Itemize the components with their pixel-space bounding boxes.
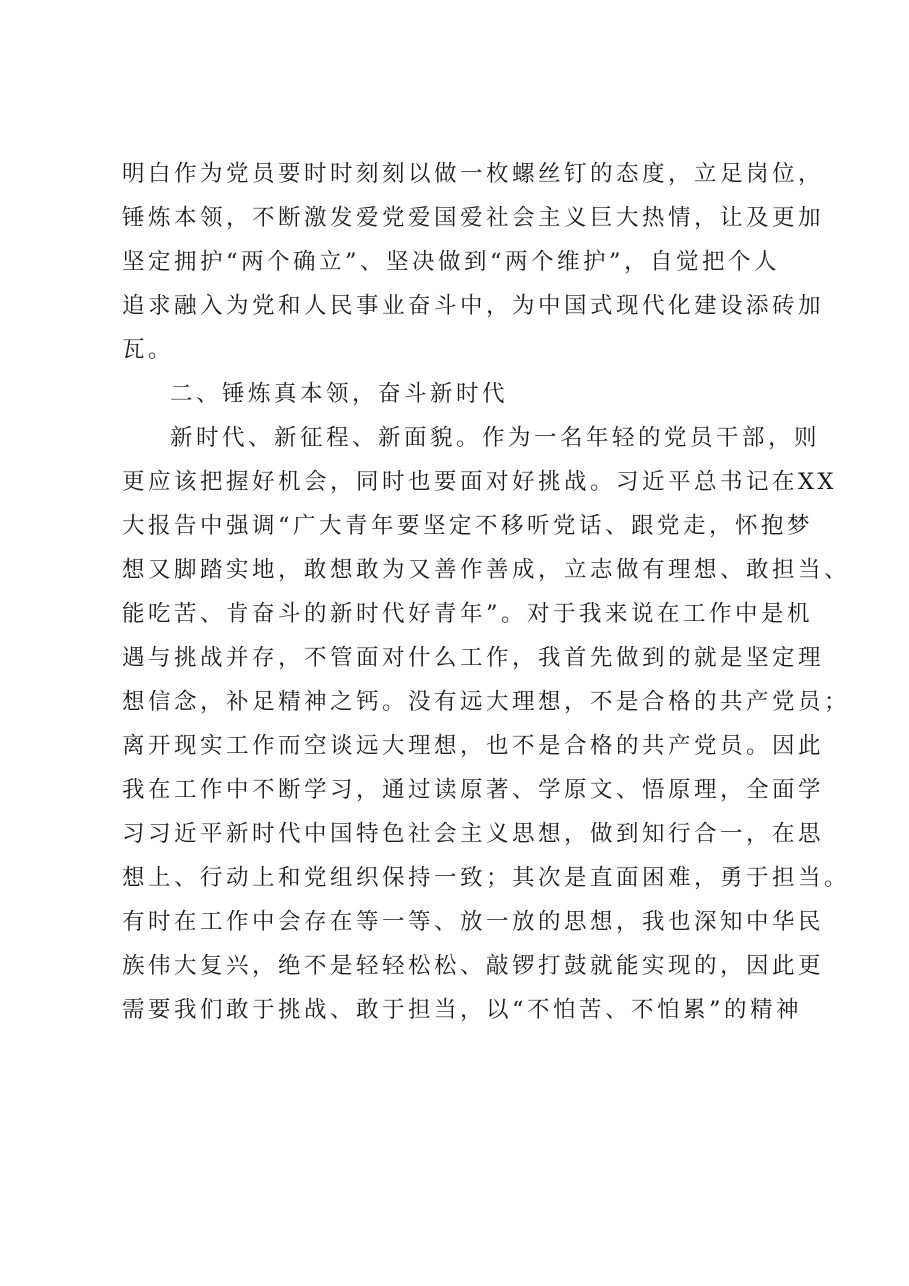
body-text-line: 坚定拥护“两个确立”、坚决做到“两个维护”，自觉把个人	[122, 249, 781, 275]
body-text-line: 需要我们敢于挑战、敢于担当，以“不怕苦、不怕累”的精神	[122, 997, 803, 1023]
body-text-line: 遇与挑战并存，不管面对什么工作，我首先做到的就是坚定理	[122, 645, 825, 671]
body-text-line: 新时代、新征程、新面貌。作为一名年轻的党员干部，则	[170, 425, 821, 451]
body-text-line: 想又脚踏实地，敢想敢为又善作善成，立志做有理想、敢担当、	[122, 557, 851, 583]
body-text-line: 想上、行动上和党组织保持一致；其次是直面困难，勇于担当。	[122, 865, 851, 891]
body-text-line: 能吃苦、肯奋斗的新时代好青年”。对于我来说在工作中是机	[122, 601, 814, 627]
body-text-line: 瓦。	[122, 337, 175, 363]
body-text-line: 习习近平新时代中国特色社会主义思想，做到知行合一，在思	[122, 821, 825, 847]
body-text-line: 追求融入为党和人民事业奋斗中，为中国式现代化建设添砖加	[122, 293, 825, 319]
body-text-line: 我在工作中不断学习，通过读原著、学原文、悟原理，全面学	[122, 777, 825, 803]
body-text-line: 离开现实工作而空谈远大理想，也不是合格的共产党员。因此	[122, 733, 825, 759]
body-text-line: 想信念，补足精神之钙。没有远大理想，不是合格的共产党员；	[122, 689, 851, 715]
body-text-line: 更应该把握好机会，同时也要面对好挑战。习近平总书记在XX	[122, 469, 838, 495]
body-text-line: 大报告中强调“广大青年要坚定不移听党话、跟党走，怀抱梦	[122, 513, 814, 539]
body-text-line: 族伟大复兴，绝不是轻轻松松、敲锣打鼓就能实现的，因此更	[122, 953, 825, 979]
body-text-line: 锤炼本领，不断激发爱党爱国爱社会主义巨大热情，让及更加	[122, 205, 825, 231]
body-text-line: 有时在工作中会存在等一等、放一放的思想，我也深知中华民	[122, 909, 825, 935]
body-text-line: 明白作为党员要时时刻刻以做一枚螺丝钉的态度，立足岗位，	[122, 161, 825, 187]
section-heading: 二、锤炼真本领，奋斗新时代	[170, 381, 509, 407]
